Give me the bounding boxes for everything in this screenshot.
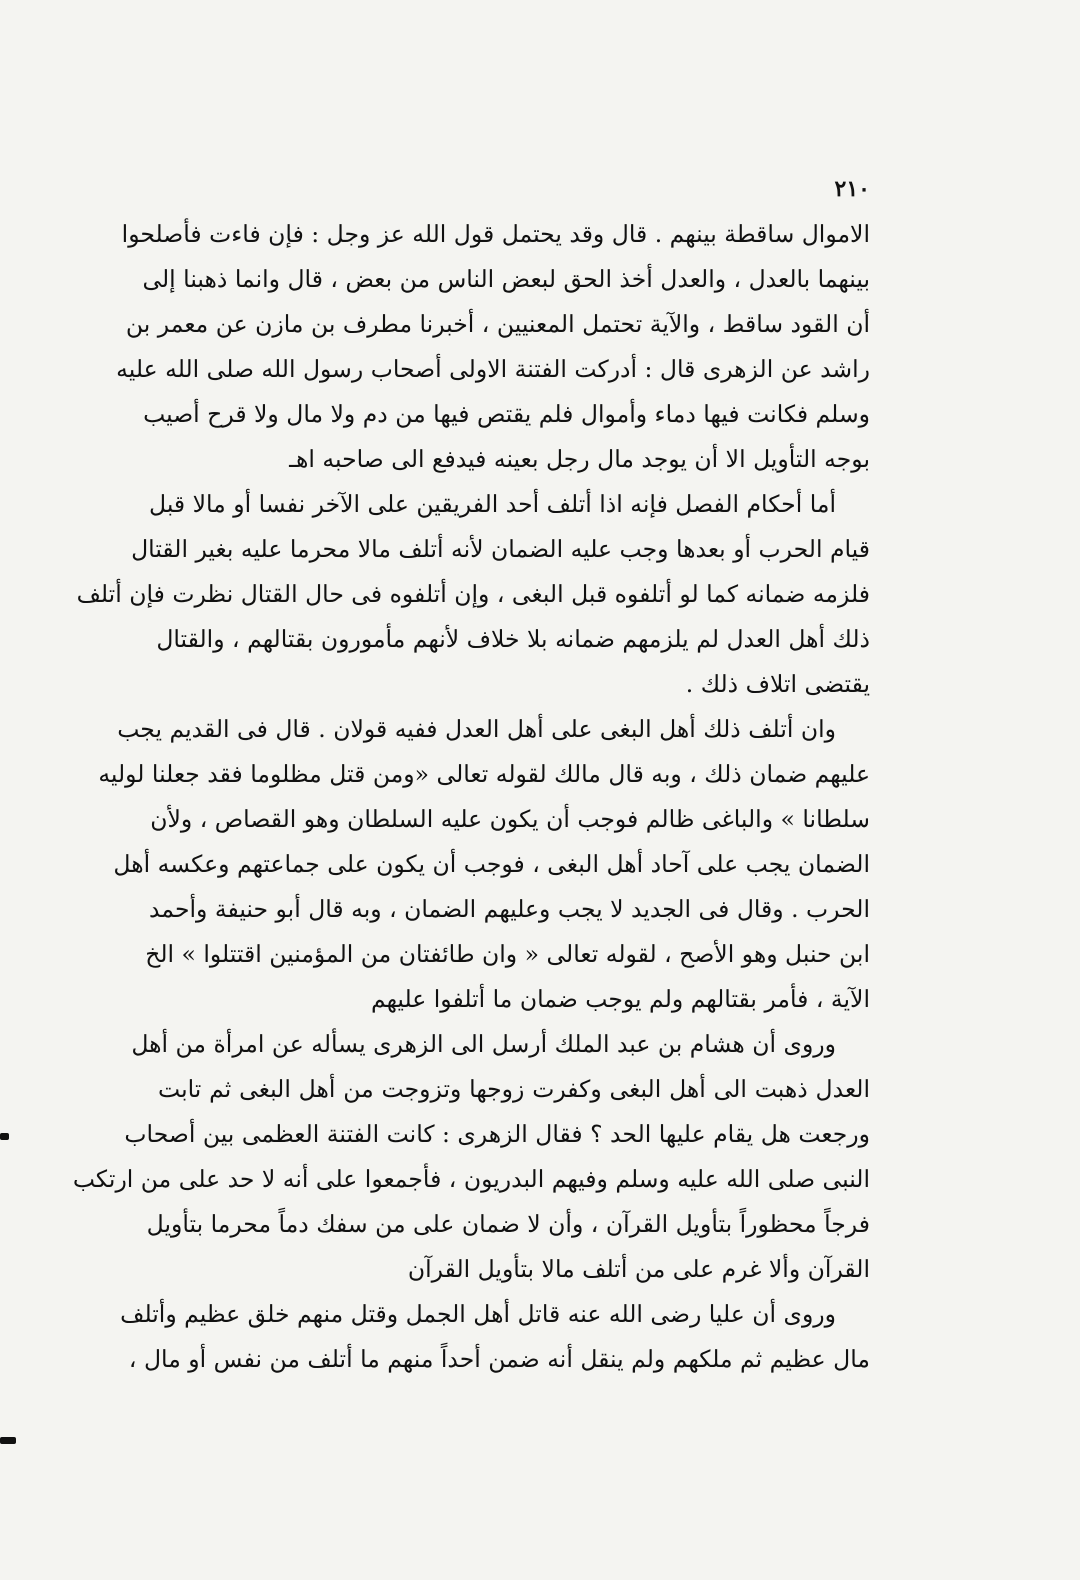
text-line: مال عظيم ثم ملكهم ولم ينقل أنه ضمن أحداً منهم ما أتلف من نفس أو مال ، [128,1345,870,1373]
text-line: بوجه التأويل الا أن يوجد مال رجل بعينه فيدفع الى صاحبه اهـ [289,445,870,473]
text-line: فلزمه ضمانه كما لو أتلفوه قبل البغى ، وإن أتلفوه فى حال القتال نظرت فإن أتلف [76,580,870,608]
text-line: الاموال ساقطة بينهم . قال وقد يحتمل قول الله عز وجل : فإن فاءت فأصلحوا [121,220,870,248]
text-line: راشد عن الزهرى قال : أدركت الفتنة الاولى أصحاب رسول الله صلى الله عليه [116,355,870,383]
text-line: وسلم فكانت فيها دماء وأموال فلم يقتص فيها من دم ولا مال ولا قرح أصيب [143,400,870,428]
margin-mark [0,1133,9,1140]
margin-mark [0,1437,16,1444]
text-line: ذلك أهل العدل لم يلزمهم ضمانه بلا خلاف لأنهم مأمورون بقتالهم ، والقتال [156,625,870,653]
text-line: القرآن وألا غرم على من أتلف مالا بتأويل القرآن [407,1255,870,1283]
text-line: الآية ، فأمر بقتالهم ولم يوجب ضمان ما أتلفوا عليهم [370,985,870,1013]
text-line: أن القود ساقط ، والآية تحتمل المعنيين ، أخبرنا مطرف بن مازن عن معمر بن [125,310,870,338]
paragraph-start-line: وروى أن عليا رضى الله عنه قاتل أهل الجمل وقتل منهم خلق عظيم وأتلف [120,1300,836,1328]
text-line: النبى صلى الله عليه وسلم وفيهم البدريون ، فأجمعوا على أنه لا حد على من ارتكب [72,1165,870,1193]
text-line: بينهما بالعدل ، والعدل أخذ الحق لبعض الناس من بعض ، قال وانما ذهبنا إلى [142,265,870,293]
paragraph-start-line: وروى أن هشام بن عبد الملك أرسل الى الزهرى يسأله عن امرأة من أهل [131,1030,836,1058]
body-text [72,212,870,1382]
text-line: سلطانا » والباغى ظالم فوجب أن يكون عليه السلطان وهو القصاص ، ولأن [150,805,870,833]
text-line: العدل ذهبت الى أهل البغى وكفرت زوجها وتزوجت من أهل البغى ثم تابت [158,1075,870,1103]
text-line: الضمان يجب على آحاد أهل البغى ، فوجب أن يكون على جماعتهم وعكسه أهل [113,850,870,878]
text-line: فرجاً محظوراً بتأويل القرآن ، وأن لا ضمان على من سفك دماً محرما بتأويل [146,1210,870,1238]
paragraph-start-line: أما أحكام الفصل فإنه اذا أتلف أحد الفريقين على الآخر نفسا أو مالا قبل [149,490,836,518]
text-line: ورجعت هل يقام عليها الحد ؟ فقال الزهرى : كانت الفتنة العظمى بين أصحاب [124,1120,870,1148]
text-line: عليهم ضمان ذلك ، وبه قال مالك لقوله تعالى «ومن قتل مظلوما فقد جعلنا لوليه [98,760,870,788]
page-number: ٢١٠ [834,176,870,202]
text-line: الحرب . وقال فى الجديد لا يجب وعليهم الضمان ، وبه قال أبو حنيفة وأحمد [149,895,870,923]
text-line: ابن حنبل وهو الأصح ، لقوله تعالى « وان طائفتان من المؤمنين اقتتلوا » الخ [145,940,870,968]
paragraph-start-line: وان أتلف ذلك أهل البغى على أهل العدل ففيه قولان . قال فى القديم يجب [117,715,836,743]
text-line: يقتضى اتلاف ذلك . [685,670,870,698]
text-line: قيام الحرب أو بعدها وجب عليه الضمان لأنه أتلف مالا محرما عليه بغير القتال [131,535,870,563]
